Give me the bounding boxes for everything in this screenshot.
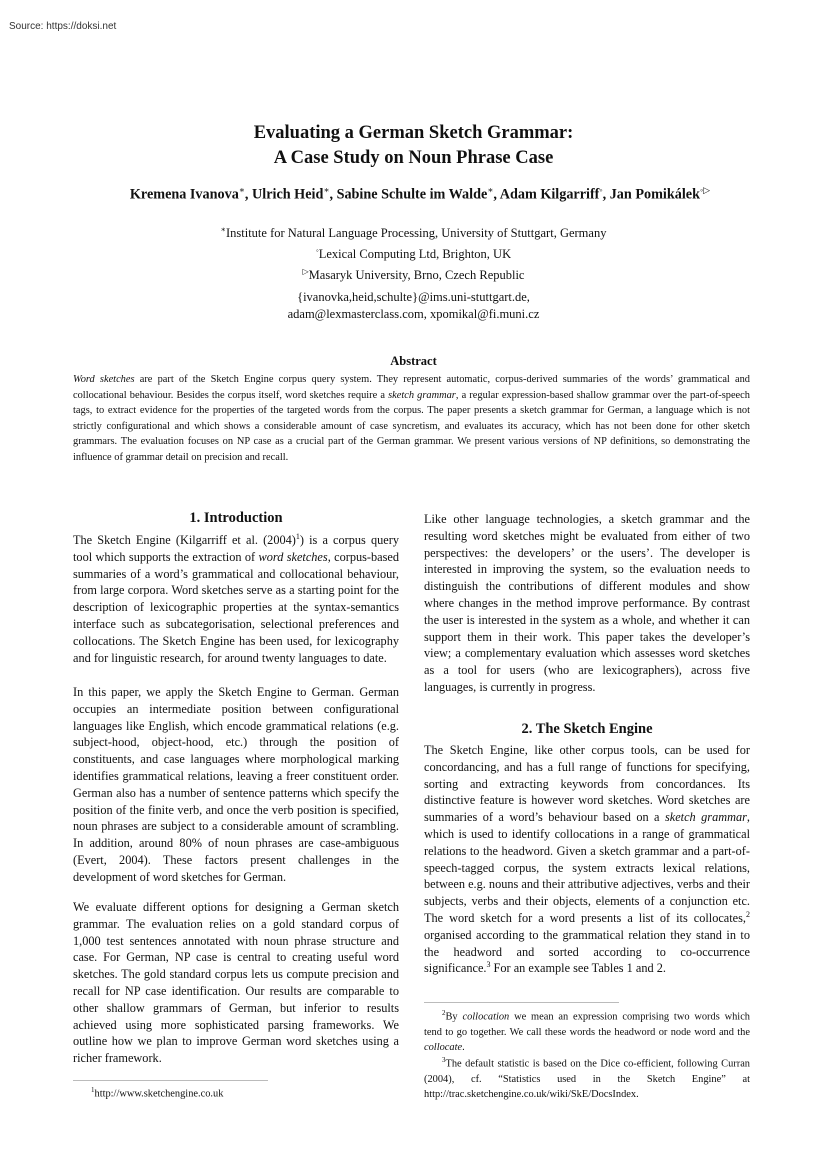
affiliation-text: Institute for Natural Language Processing, University of Stuttgart, Germany xyxy=(225,226,607,241)
paragraph-text: organised according to the grammatical relation they stand in to the headword and sorted according to co-occurrence significance. xyxy=(424,927,750,976)
paragraph-text: The Sketch Engine, like other corpus tools, can be used for concordancing, and has a full range of functions for specifying, sorting and extracting keywords from concordances. Its distinctive feature is however word sketches. Word sketches are summaries of a word’s behaviour based on a xyxy=(424,743,750,825)
footnote-text: we mean an expression comprising two words which tend to go together. We call these words the headword or node word and the xyxy=(424,1011,750,1038)
paper-title xyxy=(0,121,827,171)
footnote-ref: 1 xyxy=(295,531,300,541)
footnote-mark: 3 xyxy=(442,1056,446,1064)
author-separator: , xyxy=(602,186,610,203)
section-heading-introduction: 1. Introduction xyxy=(189,510,283,526)
affiliation-mark: ◦ xyxy=(315,246,319,256)
author-separator: , xyxy=(244,186,253,203)
paragraph-text: , corpus-based summaries of a word’s grammatical and collocational behaviour, from large corpora. Word sketches serve as a starting point for the description of lexicographic properties at the syntax-semantics interface such as subcategorisation, selectional preferences and collocations. The Sketch Engine has been used, for lexicography and for linguistic research, for around twenty languages to date. xyxy=(73,549,400,665)
footnote-ref: 2 xyxy=(746,909,750,919)
section-heading-sketch-engine: 2. The Sketch Engine xyxy=(521,721,653,737)
footnote-text: The default statistic is based on the Dice co-efficient, following Curran (2004), cf. “Statistics used in the Sketch Engine” at http://trac.sketchengine.co.uk/wiki/SkE/DocsIndex. xyxy=(424,1058,750,1101)
footnote xyxy=(424,1053,750,1103)
abstract-text: are part of the Sketch Engine corpus query system. They represent automatic, corpus-derived summaries of the words’ grammatical and collocational behaviour. Besides the corpus itself, word sketches require a xyxy=(73,374,750,401)
paragraph: In this paper, we apply the Sketch Engine to German. German occupies an intermediate position between configurational languages like English, which encode grammatical relations (e.g. subject-hood, object-hood, etc.) through the position of constituents, and case languages where morphological marking identifies grammatical relations, leaving a freer constituent order. German also has a number of sentence patterns which specify the position of the finite verb, and once the verb position is specified, noun phrases are subject to a considerable amount of scrambling. In addition, around 80% of noun phrases are case-ambiguous (Evert, 2004). These factors present challenges in the development of word sketches for German. xyxy=(73,685,399,884)
author-mark: ∗ xyxy=(238,185,245,195)
author-name: Adam Kilgarriff xyxy=(499,186,600,203)
author-name: Sabine Schulte im Walde xyxy=(336,186,488,203)
paragraph: Like other language technologies, a sketch grammar and the resulting word sketches might be evaluated from either of two perspectives: the developers’ or the users’. The developer is interested in improving the system, so the evaluation needs to distinguish the contributions of different modules and show where changes in the method improve performance. By contrast the user is interested in the system as a whole, and whether it can support them in their work. This paper takes the developer’s view; a complementary evaluation which assesses word sketches as a tool for users (who are lexicographers), across five languages, is currently in progress. xyxy=(424,512,750,694)
paragraph-text: ) is a corpus query tool which supports the extraction of xyxy=(73,533,399,564)
footnote-text: . xyxy=(462,1042,465,1054)
paragraph xyxy=(424,742,750,977)
footnote-rule xyxy=(424,1002,619,1003)
footnote xyxy=(91,1083,391,1102)
email-block xyxy=(0,289,827,323)
author-separator: , xyxy=(329,186,337,203)
footnote-text: http://www.sketchengine.co.uk xyxy=(94,1088,224,1100)
paragraph: We evaluate different options for designing a German sketch grammar. The evaluation relies on a gold standard corpus of 1,000 test sentences annotated with noun phrase structure and case. For German, NP case is central to creating useful word sketches. The gold standard corpus lets us compute precision and recall for NP case identification. Our results are comparable to other shallow grammars of German, but inferior to results achieved using more sophisticated parsing frameworks. We outline how we plan to improve German word sketches using a richer framework. xyxy=(73,900,399,1066)
affiliations xyxy=(0,221,827,284)
affiliation-text: Masaryk University, Brno, Czech Republic xyxy=(308,268,525,283)
affiliation xyxy=(0,242,827,263)
author-mark: ∗ xyxy=(487,185,494,195)
source-label: Source: https://doksi.net xyxy=(9,21,117,32)
title-line-2: A Case Study on Noun Phrase Case xyxy=(273,148,554,168)
footnote-rule xyxy=(73,1080,268,1081)
affiliation-mark: ∗ xyxy=(220,225,226,234)
affiliation-text: Lexical Computing Ltd, Brighton, UK xyxy=(318,247,512,262)
paragraph-emphasis: word sketches xyxy=(258,549,328,564)
email-line: adam@lexmasterclass.com, xpomikal@fi.muni.cz xyxy=(287,307,540,321)
footnote-mark: 2 xyxy=(442,1009,446,1017)
affiliation-mark: ▷ xyxy=(302,267,309,277)
author-mark: ◦▷ xyxy=(699,185,711,195)
author-name: Ulrich Heid xyxy=(252,186,324,203)
title-line-1: Evaluating a German Sketch Grammar: xyxy=(253,123,574,143)
footnote-text: By xyxy=(445,1011,463,1023)
paragraph-text: For an example see Tables 1 and 2. xyxy=(490,961,666,976)
abstract-emphasis: Word sketches xyxy=(73,374,135,385)
abstract-text: , a regular expression-based shallow grammar over the part-of-speech tags, to extract evidence for the properties of the targeted words from the corpus. The paper presents a sketch grammar for German, a language which is not strictly configurational and which shows a considerable amount of case syncretism, and evaluates its accuracy, which has not been done for other sketch grammars. The evaluation focuses on NP case as a crucial part of the German grammar. We present various versions of NP definitions, so demonstrating the influence of grammar detail on precision and recall. xyxy=(73,389,750,463)
author-name: Jan Pomikálek xyxy=(609,186,700,203)
abstract-heading: Abstract xyxy=(390,354,437,368)
footnote xyxy=(424,1006,750,1056)
abstract-body xyxy=(73,372,750,465)
author-list xyxy=(40,185,800,204)
paragraph-text: The Sketch Engine (Kilgarriff et al. (2004) xyxy=(73,533,296,547)
author-separator: , xyxy=(493,186,500,203)
author-mark: ∗ xyxy=(323,185,330,195)
footnote-emphasis: collocation xyxy=(462,1011,510,1023)
affiliation xyxy=(0,221,827,242)
paragraph xyxy=(73,532,399,666)
affiliation xyxy=(0,263,827,284)
abstract-emphasis: sketch grammar xyxy=(388,389,456,401)
author-mark: ◦ xyxy=(599,185,603,195)
author-name: Kremena Ivanova xyxy=(129,186,239,203)
email-line: {ivanovka,heid,schulte}@ims.uni-stuttgart.de, xyxy=(297,290,530,304)
paragraph-emphasis: sketch grammar xyxy=(664,810,747,825)
paragraph-text: , which is used to identify collocations in a range of grammatical relations to the headword. Given a sketch grammar and a part-of-speech-tagged corpus, the system extracts lexical relations, between e.g. nouns and their attributive adjectives, verbs and their subjects, verbs and their objects, elements of a conjunction etc. The word sketch for a word presents a list of its collocates, xyxy=(424,810,750,925)
footnote-ref: 3 xyxy=(486,960,491,970)
footnote-emphasis: collocate xyxy=(424,1042,463,1054)
footnote-mark: 1 xyxy=(91,1086,95,1094)
